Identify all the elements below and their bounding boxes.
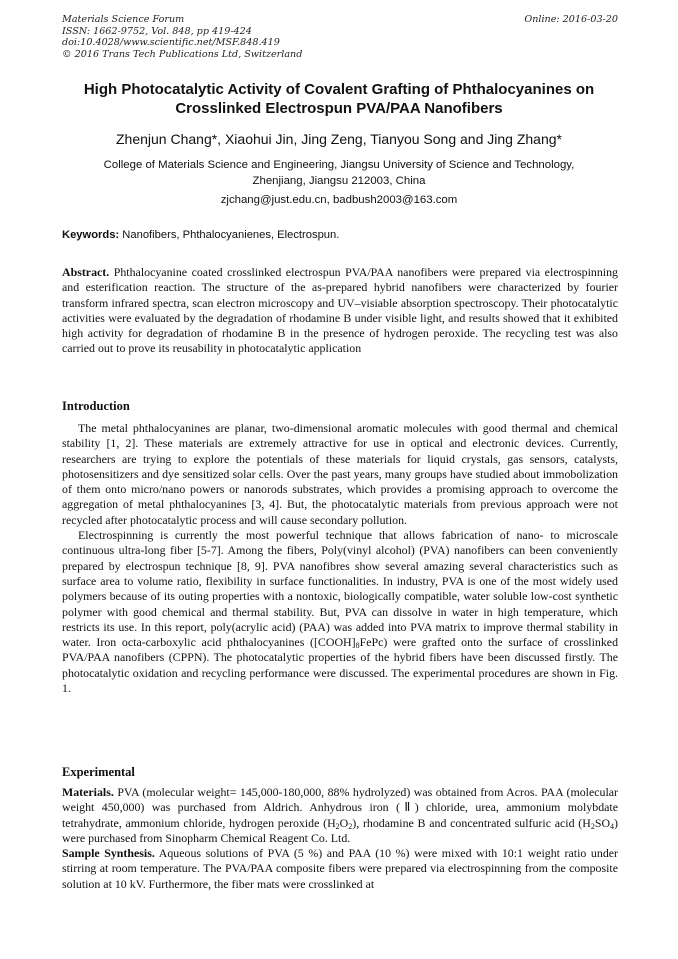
affiliation (60, 157, 618, 189)
abstract (62, 265, 618, 357)
doi-line[interactable]: doi:10.4028/www.scientific.net/MSF.848.419 (62, 37, 280, 49)
abstract-label: Abstract. (62, 265, 110, 279)
materials-text-a: PVA (molecular weight= 145,000-180,000, 88% hydrolyzed) was obtained from Acros. PAA (molecular weight 450,000) was purchased from Aldrich. Anhydrous iron (Ⅱ) chloride, urea, ammonium molybdate tetrahydrate, ammonium chloride, hydrogen peroxide (H (62, 785, 618, 830)
synthesis-paragraph (62, 846, 618, 892)
keywords (62, 228, 618, 243)
h2o2-sub-o: 2 (348, 821, 353, 831)
affiliation-line-1: College of Materials Science and Engineering, Jiangsu University of Science and Technology, (103, 159, 575, 171)
materials-paragraph (62, 785, 618, 846)
issn-line: ISSN: 1662-9752, Vol. 848, pp 419-424 (62, 25, 252, 37)
materials-label: Materials. (62, 785, 114, 799)
intro-p2-text-a: Electrospinning is currently the most powerful technique that allows fabrication of nano- to microscale continuous ultra-long fiber [5-7]. Among the fibers, Poly(vinyl alcohol) (PVA) nanofibers can been conveniently prepared by electrospun technique [8, 9]. PVA nanofibres show several amazing several characteristics such as surface area to volume ratio, flexibility in surface functionalities. In industry, PVA is one of the most widely used polymers because of its outing properties with a nontoxic, biologically compatible, water soluble low-cost synthetic polymer with good chemical and thermal stability. But, PVA can dissolve in water in high temperature, which restricts its use. In this report, poly(acrylic acid) (PAA) was added into PVA matrix to improve thermal stability in water. Iron octa-carboxylic acid phthalocyanines ([COOH] (62, 528, 618, 650)
title-line-1: High Photocatalytic Activity of Covalent Grafting of Phthalocyanines on (83, 81, 595, 98)
intro-p2-subscript: 8 (355, 641, 360, 651)
title-line-2: Crosslinked Electrospun PVA/PAA Nanofibers (175, 100, 503, 117)
journal-name: Materials Science Forum (62, 14, 185, 25)
intro-p2-text-b: FePc) were grafted onto the surface of crosslinked PVA/PAA nanofibers (CPPN). The photocatalytic properties of the hybrid fibers have been discussed firstly. The photocatalytic oxidation and recycling performance were discussed. The experimental procedures are shown in Fig. 1. (62, 635, 619, 696)
author-list: Zhenjun Chang*, Xiaohui Jin, Jing Zeng, Tianyou Song and Jing Zhang* (116, 131, 562, 147)
experimental-heading: Experimental (62, 765, 135, 779)
h2so4-sub-h: 2 (590, 821, 595, 831)
synthesis-label: Sample Synthesis. (62, 846, 155, 861)
h2so4-so: SO (594, 815, 611, 830)
synthesis-text: Aqueous solutions of PVA (5 %) and PAA (10 %) were mixed with 10:1 weight ratio under stirring at room temperature. The PVA/PAA composite fibers were prepared via electrospinning from the composite solution at 10 kV. Furthermore, the fiber mats were crosslinked at (62, 846, 618, 891)
keywords-label: Keywords: (62, 229, 120, 241)
online-date: Online: 2016-03-20 (524, 14, 618, 25)
experimental-body (62, 785, 618, 892)
intro-paragraph-2 (62, 528, 618, 696)
copyright-line: © 2016 Trans Tech Publications Ltd, Switzerland (62, 48, 303, 60)
h2o2-sub-h: 2 (335, 821, 340, 831)
materials-text-b: ), rhodamine B and concentrated sulfuric acid (H (352, 815, 591, 830)
journal-header (62, 14, 618, 60)
introduction-body (62, 421, 618, 696)
keywords-text: Nanofibers, Phthalocyanienes, Electrospun. (119, 229, 340, 241)
paper-title (40, 80, 638, 118)
affiliation-line-2: Zhenjiang, Jiangsu 212003, China (252, 175, 426, 187)
introduction-heading: Introduction (62, 399, 130, 413)
contact-email[interactable]: zjchang@just.edu.cn, badbush2003@163.com (220, 194, 458, 206)
abstract-text: Phthalocyanine coated crosslinked electrospun PVA/PAA nanofibers were prepared via electrospinning and esterification reaction. The structure of the as-prepared hybrid nanofibers were characterized by fourier transform infrared spectra, scan electron microscopy and UV–visiable absorption spectroscopy. Their photocatalytic activities were evaluated by the degradation of rhodamine B under visible light, and results showed that it exhibited high activity for degradation of rhodamine B in the presence of hydrogen peroxide. The recycling test was also carried out to prove its reusability in photocatalytic application (62, 265, 618, 356)
intro-paragraph-1: The metal phthalocyanines are planar, two-dimensional aromatic molecules with good thermal and chemical stability [1, 2]. These materials are extremely attractive for use in optical and electronic devices. Currently, researchers are trying to explore the potentials of these materials for liquid crystals, gas sensors, catalysts, photosensitizers and dye sensitized solar cells. Over the past years, many groups have studied about immobolization of them onto micro/nano powers or nanorods substrates, which provides a promising approach to overcome the aggregation of metal phthalocyanines [3, 4]. But, the photocatalytic materials from previous approach were not recycled after photocatalytic process and will cause secondary pollution. (62, 421, 618, 527)
h2so4-sub-o: 4 (610, 821, 615, 831)
h2o2-o: O (339, 815, 349, 830)
materials-text-c: ) were purchased from Sinopharm Chemical Reagent Co. Ltd. (62, 815, 618, 845)
